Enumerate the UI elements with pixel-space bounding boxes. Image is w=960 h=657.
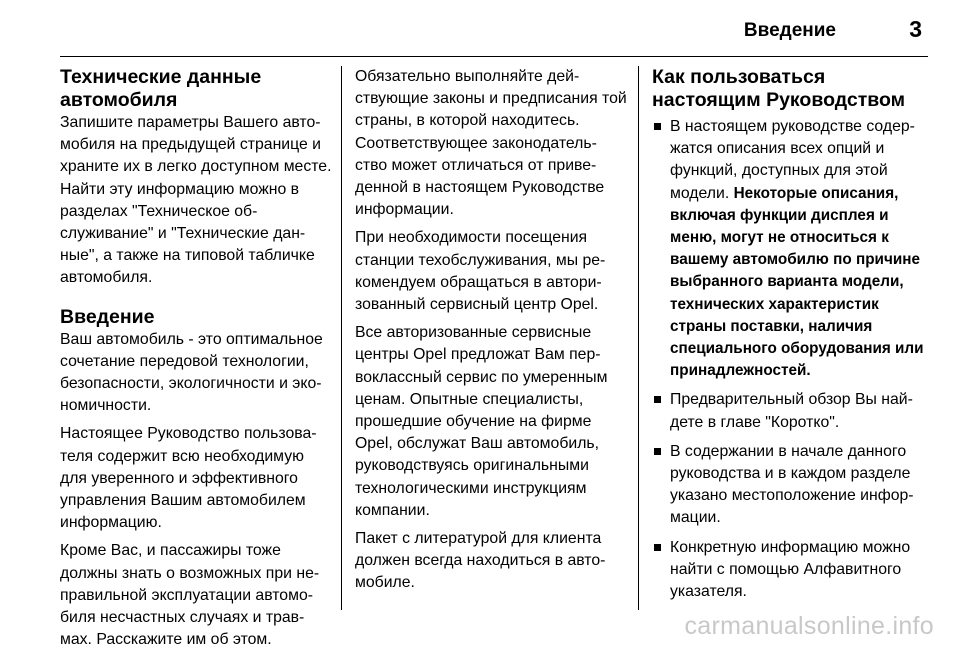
list-item	[652, 389, 932, 433]
list-item-text: В настоящем руководстве содер-жатся описания всех опций и функций, доступных для этой модели.	[670, 118, 915, 202]
column-left	[60, 66, 332, 657]
header-rule	[60, 56, 928, 57]
list-item	[652, 441, 932, 530]
watermark-text: carmanualsonline.info	[684, 612, 934, 640]
paragraph: Настоящее Руководство пользова-теля содержит всю необходимую для уверенного и эффективного управления Вашим автомобилем информацию.	[60, 425, 317, 532]
paragraph: Запишите параметры Вашего авто-мобиля на предыдущей странице и храните их в легко доступном месте. Найти эту информацию можно в разделах "Техническое об-служивание" и "Технические дан-ные", а также на типовой табличке автомобиля.	[60, 114, 332, 287]
list-item	[652, 116, 932, 382]
bullet-list	[652, 116, 932, 603]
paragraph: При необходимости посещения станции техобслуживания, мы ре-комендуем обращаться в автори-зованный сервисный центр Opel.	[355, 229, 606, 314]
page-header	[60, 0, 928, 56]
list-item-text: Предварительный обзор Вы най-дете в главе "Коротко".	[670, 391, 913, 431]
square-bullet-icon	[654, 123, 661, 130]
column-divider	[341, 66, 342, 610]
section-title: Введение	[743, 20, 836, 41]
heading-technical-data: Технические данные автомобиля	[60, 66, 262, 111]
list-item-bold-text: Некоторые описания, включая функции дисплея и меню, могут не относиться к вашему автомобилю по причине выбранного варианта модели, технических характеристик страны поставки, наличия специального оборудования или принадлежностей.	[670, 184, 924, 380]
square-bullet-icon	[654, 544, 661, 551]
list-item-text: Конкретную информацию можно найти с помощью Алфавитного указателя.	[670, 538, 911, 601]
page-number: 3	[909, 16, 922, 42]
list-item-text: В содержании в начале данного руководства и в каждом разделе указано местоположение инфор-мации.	[670, 442, 914, 527]
column-divider	[638, 66, 639, 610]
paragraph: Обязательно выполняйте дей-ствующие законы и предписания той страны, в которой находитесь. Соответствующее законодатель-ство может отличаться от приве-денной в настоящем Руководстве информации.	[355, 68, 627, 219]
heading-introduction: Введение	[60, 305, 155, 328]
heading-how-to-use: Как пользоваться настоящим Руководством	[652, 66, 906, 111]
column-right	[652, 66, 932, 610]
paragraph: Пакет с литературой для клиента должен всегда находиться в авто-мобиле.	[355, 530, 606, 592]
square-bullet-icon	[654, 448, 661, 455]
square-bullet-icon	[654, 396, 661, 403]
paragraph: Ваш автомобиль - это оптимальное сочетание передовой технологии, безопасности, экологичности и эко-номичности.	[60, 330, 323, 415]
paragraph: Все авторизованные сервисные центры Opel предложат Вам пер-воклассный сервис по умеренным ценам. Опытные специалисты, прошедшие обучение на фирме Opel, обслужат Ваш автомобиль, руководствуясь оригинальными технологическими инструкциям компании.	[355, 324, 608, 519]
paragraph: Кроме Вас, и пассажиры тоже должны знать о возможных при не-правильной эксплуатации автомо-биля несчастных случаях и трав-мах. Расскажите им об этом.	[60, 542, 320, 649]
column-middle	[355, 66, 627, 601]
list-item	[652, 537, 932, 604]
